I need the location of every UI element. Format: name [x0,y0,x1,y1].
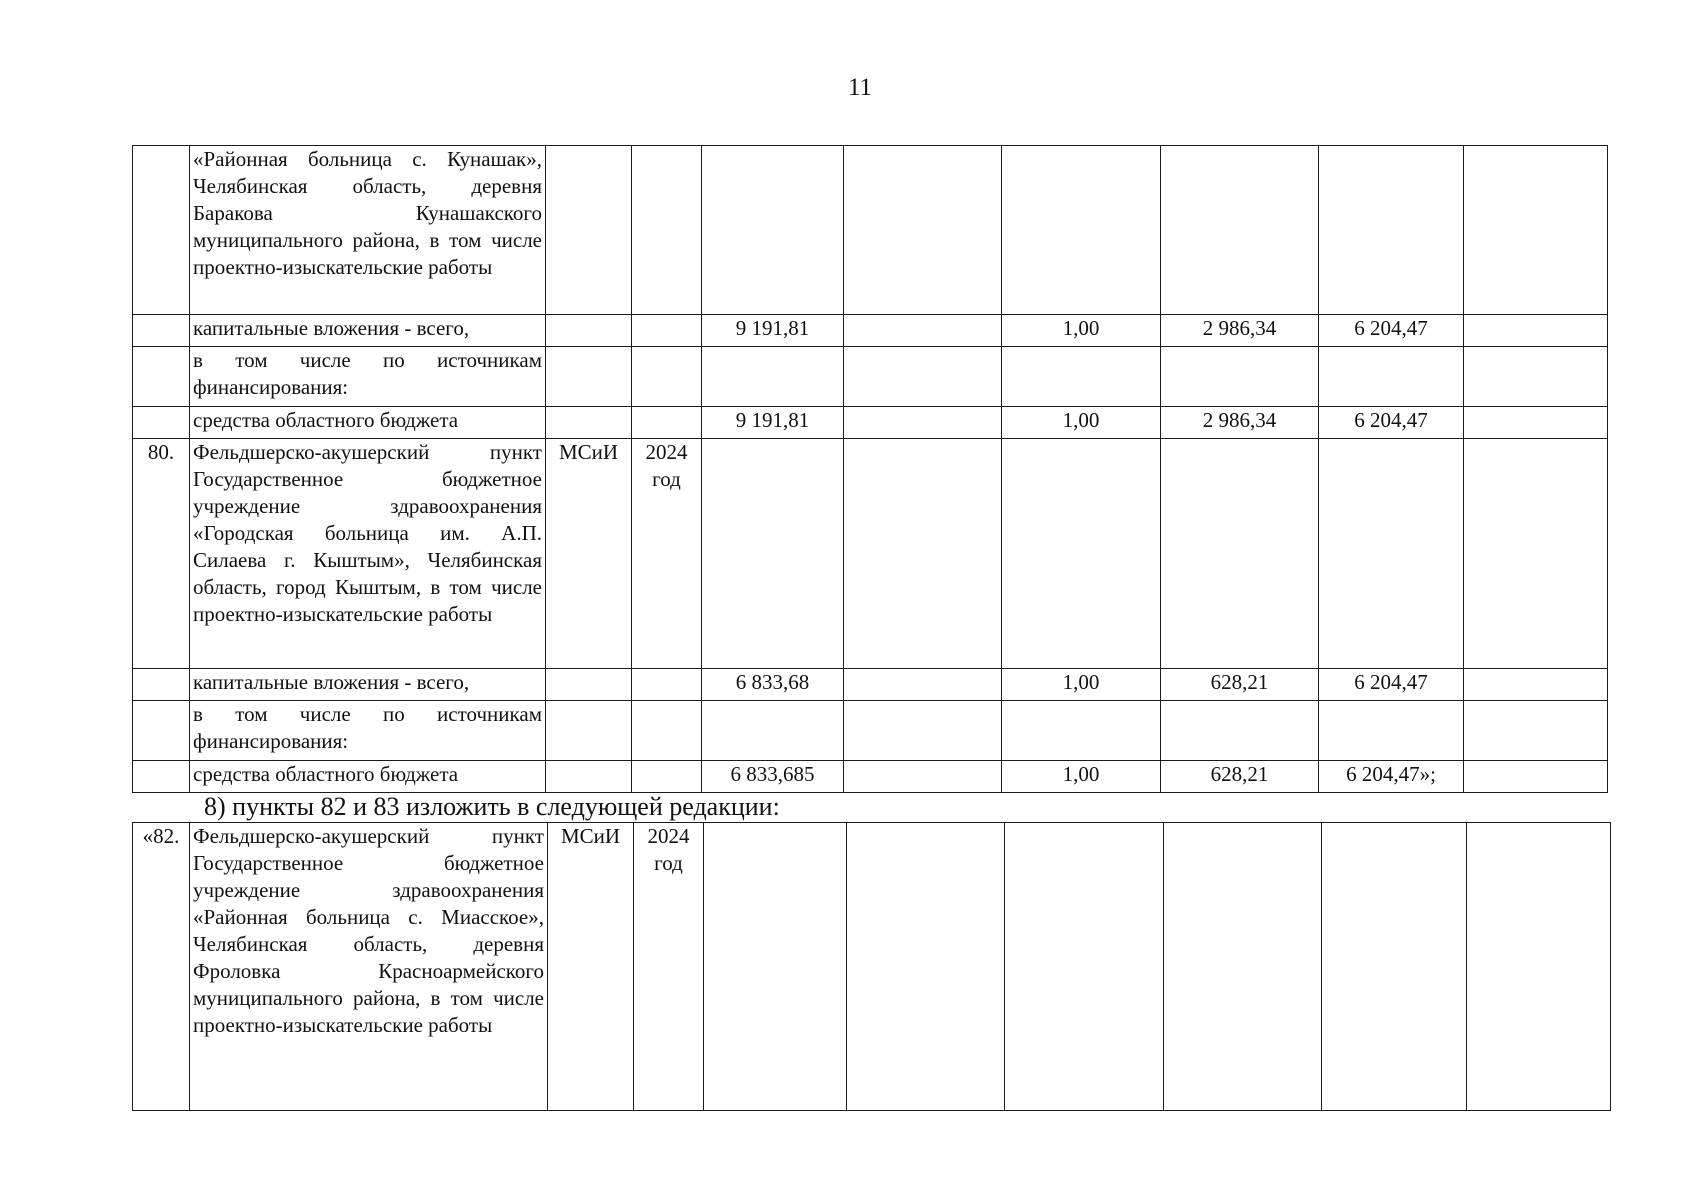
value-total-cell: 9 191,81 [702,315,844,347]
value-col-2-cell [844,669,1002,701]
value-col-6-cell [1464,761,1608,793]
value-col-5-cell [1322,823,1467,1111]
value-col-6-cell [1464,439,1608,669]
value-total-cell: 9 191,81 [702,407,844,439]
responsible-cell [546,315,632,347]
value-total-cell [702,146,844,315]
value-col-4-cell [1161,347,1319,407]
item-name-cell: капитальные вложения - всего, [190,669,546,701]
value-col-5-cell [1319,146,1464,315]
value-col-4-cell [1161,701,1319,761]
value-col-5-cell: 6 204,47 [1319,315,1464,347]
responsible-cell [546,407,632,439]
item-number-cell: «82. [133,823,190,1111]
item-name-cell: средства областного бюджета [190,761,546,793]
year-cell: 2024 год [634,823,704,1111]
value-col-4-cell: 2 986,34 [1161,407,1319,439]
item-name-cell: Фельдшерско-акушерский пункт Государственное бюджетное учреждение здравоохранения «Районная больница с. Миасское», Челябинская область, деревня Фроловка Красноармейского муниципального района, в том числе проектно-изыскательские работы [190,823,548,1111]
value-col-3-cell [1002,347,1161,407]
value-col-6-cell [1464,407,1608,439]
value-col-3-cell: 1,00 [1002,669,1161,701]
item-number-cell [133,407,190,439]
value-col-6-cell [1464,669,1608,701]
table-row [133,347,1608,407]
year-cell [632,701,702,761]
value-col-3-cell [1002,146,1161,315]
value-total-cell [702,701,844,761]
value-col-6-cell [1464,347,1608,407]
item-number-cell [133,146,190,315]
responsible-cell: МСиИ [548,823,634,1111]
responsible-cell [546,347,632,407]
item-number-cell: 80. [133,439,190,669]
value-col-5-cell [1319,347,1464,407]
table-row [133,315,1608,347]
item-number-cell [133,315,190,347]
item-number-cell [133,701,190,761]
value-col-2-cell [844,701,1002,761]
value-col-6-cell [1467,823,1611,1111]
value-col-4-cell: 628,21 [1161,761,1319,793]
value-col-3-cell [1002,701,1161,761]
value-col-3-cell: 1,00 [1002,315,1161,347]
value-col-3-cell: 1,00 [1002,407,1161,439]
table-row [133,701,1608,761]
value-col-5-cell [1319,439,1464,669]
page-number: 11 [847,74,873,101]
table-row [133,761,1608,793]
value-col-2-cell [844,407,1002,439]
value-col-5-cell: 6 204,47»; [1319,761,1464,793]
table-row [133,669,1608,701]
value-col-5-cell [1319,701,1464,761]
year-cell: 2024 год [632,439,702,669]
item-name-cell: в том числе по источникам финансирования: [190,701,546,761]
item-number-cell [133,669,190,701]
value-col-2-cell [844,347,1002,407]
responsible-cell [546,146,632,315]
responsible-cell [546,761,632,793]
value-total-cell [702,347,844,407]
table-row [133,407,1608,439]
value-col-6-cell [1464,146,1608,315]
item-name-cell: в том числе по источникам финансирования: [190,347,546,407]
value-col-2-cell [844,761,1002,793]
value-total-cell [704,823,847,1111]
value-col-2-cell [844,439,1002,669]
value-total-cell: 6 833,685 [702,761,844,793]
amendment-text: 8) пункты 82 и 83 изложить в следующей редакции: [204,792,780,821]
value-col-2-cell [847,823,1005,1111]
value-col-4-cell: 628,21 [1161,669,1319,701]
item-name-cell: капитальные вложения - всего, [190,315,546,347]
item-name-cell: «Районная больница с. Кунашак», Челябинская область, деревня Баракова Кунашакского муниципального района, в том числе проектно-изыскательские работы [190,146,546,315]
budget-table-new-items [132,822,1611,1111]
value-col-4-cell [1161,439,1319,669]
value-col-6-cell [1464,315,1608,347]
value-col-5-cell: 6 204,47 [1319,407,1464,439]
year-cell [632,669,702,701]
item-name-cell: Фельдшерско-акушерский пункт Государственное бюджетное учреждение здравоохранения «Городская больница им. А.П. Силаева г. Кыштым», Челябинская область, город Кыштым, в том числе проектно-изыскательские работы [190,439,546,669]
value-col-4-cell: 2 986,34 [1161,315,1319,347]
table-row [133,146,1608,315]
item-number-cell [133,347,190,407]
value-col-4-cell [1161,146,1319,315]
value-col-2-cell [844,146,1002,315]
value-col-3-cell: 1,00 [1002,761,1161,793]
year-cell [632,315,702,347]
table-row [133,823,1611,1111]
item-name-cell: средства областного бюджета [190,407,546,439]
value-col-3-cell [1002,439,1161,669]
value-col-6-cell [1464,701,1608,761]
value-col-3-cell [1005,823,1164,1111]
responsible-cell [546,669,632,701]
budget-table-continuation [132,145,1608,793]
year-cell [632,407,702,439]
value-col-4-cell [1164,823,1322,1111]
value-col-5-cell: 6 204,47 [1319,669,1464,701]
responsible-cell [546,701,632,761]
value-total-cell [702,439,844,669]
year-cell [632,761,702,793]
value-total-cell: 6 833,68 [702,669,844,701]
responsible-cell: МСиИ [546,439,632,669]
year-cell [632,146,702,315]
year-cell [632,347,702,407]
value-col-2-cell [844,315,1002,347]
table-row [133,439,1608,669]
item-number-cell [133,761,190,793]
